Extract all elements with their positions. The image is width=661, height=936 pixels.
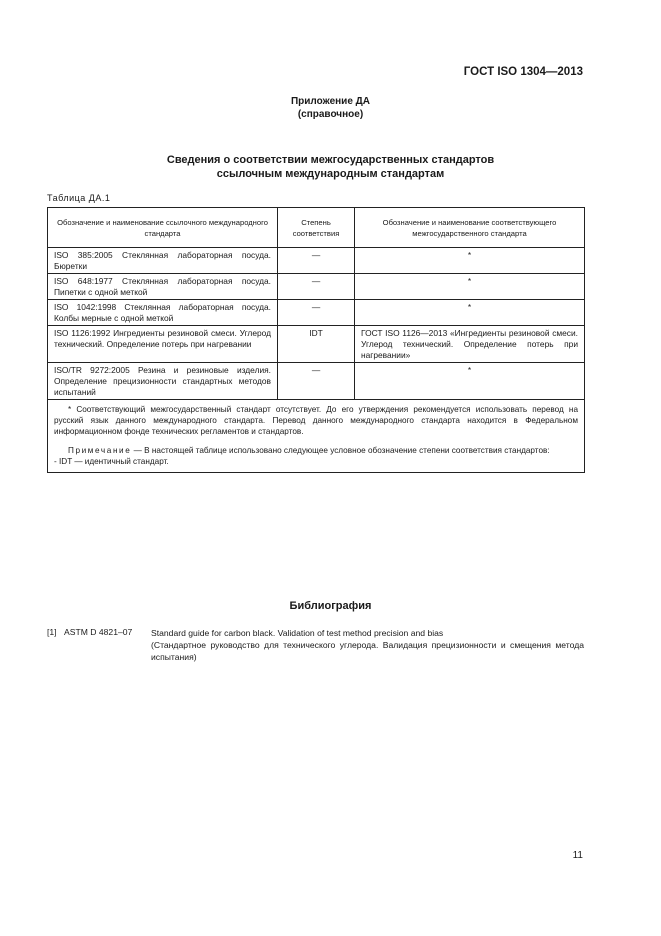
note-text: — В настоящей таблице использовано следующее условное обозначение степени соответствия стандартов: xyxy=(131,446,550,455)
note-label: Примечание xyxy=(68,446,132,455)
table-row xyxy=(48,363,585,400)
table-header-row xyxy=(48,208,585,248)
note-item: - IDT — идентичный стандарт. xyxy=(54,457,169,466)
national-standard-cell: * xyxy=(355,274,585,300)
degree-cell: — xyxy=(278,363,355,400)
bibliography-entry-code: ASTM D 4821–07 xyxy=(64,627,133,637)
header-national-standard: Обозначение и наименование соответствующего межгосударственного стандарта xyxy=(355,208,585,248)
page-number: 11 xyxy=(572,850,583,861)
reference-standard-cell: ISO 1042:1998 Стеклянная лабораторная посуда. Колбы мерные с одной меткой xyxy=(48,300,278,326)
appendix-subtitle: (справочное) xyxy=(297,109,364,120)
degree-cell: — xyxy=(278,300,355,326)
national-standard-cell: * xyxy=(355,248,585,274)
table-caption: Таблица ДА.1 xyxy=(47,193,111,203)
bibliography-entry-number: [1] xyxy=(47,627,57,637)
degree-cell: IDT xyxy=(278,326,355,363)
table-row xyxy=(48,326,585,363)
reference-standard-cell: ISO 385:2005 Стеклянная лабораторная посуда. Бюретки xyxy=(48,248,278,274)
document-title-line2: ссылочным международным стандартам xyxy=(216,168,445,180)
degree-cell: — xyxy=(278,248,355,274)
national-standard-cell: ГОСТ ISO 1126—2013 «Ингредиенты резиновой смеси. Углерод технический. Определение потерь при нагревании» xyxy=(355,326,585,363)
table-row xyxy=(48,248,585,274)
reference-standard-cell: ISO/TR 9272:2005 Резина и резиновые изделия. Определение прецизионности стандартных методов испытаний xyxy=(48,363,278,400)
national-standard-cell: * xyxy=(355,363,585,400)
note xyxy=(54,445,578,456)
reference-standard-cell: ISO 648:1977 Стеклянная лабораторная посуда. Пипетки с одной меткой xyxy=(48,274,278,300)
table-footer-row xyxy=(48,400,585,473)
footnote: * Соответствующий межгосударственный стандарт отсутствует. До его утверждения рекомендуется использовать перевод на русский язык данного международного стандарта. Перевод данного международного стандарта находится в Федеральном информационном фонде технических регламентов и стандартов. xyxy=(54,405,578,436)
header-degree: Степень соответствия xyxy=(278,208,355,248)
degree-cell: — xyxy=(278,274,355,300)
document-title-line1: Сведения о соответствии межгосударственных стандартов xyxy=(166,154,495,166)
national-standard-cell: * xyxy=(355,300,585,326)
bibliography-entry-text xyxy=(151,627,584,663)
bibliography-entry-title: Standard guide for carbon black. Validation of test method precision and bias xyxy=(151,628,444,638)
appendix-title: Приложение ДА xyxy=(290,96,371,107)
standard-code: ГОСТ ISO 1304—2013 xyxy=(463,66,583,78)
correspondence-table xyxy=(47,207,585,473)
table-footer xyxy=(48,400,585,473)
header-reference-standard: Обозначение и наименование ссылочного международного стандарта xyxy=(48,208,278,248)
table-row xyxy=(48,300,585,326)
bibliography-entry-translation: (Стандартное руководство для технического углерода. Валидация прецизионности и смещения метода испытания) xyxy=(151,640,584,662)
bibliography-heading: Библиография xyxy=(289,600,372,612)
table-row xyxy=(48,274,585,300)
reference-standard-cell: ISO 1126:1992 Ингредиенты резиновой смеси. Углерод технический. Определение потерь при нагревании xyxy=(48,326,278,363)
